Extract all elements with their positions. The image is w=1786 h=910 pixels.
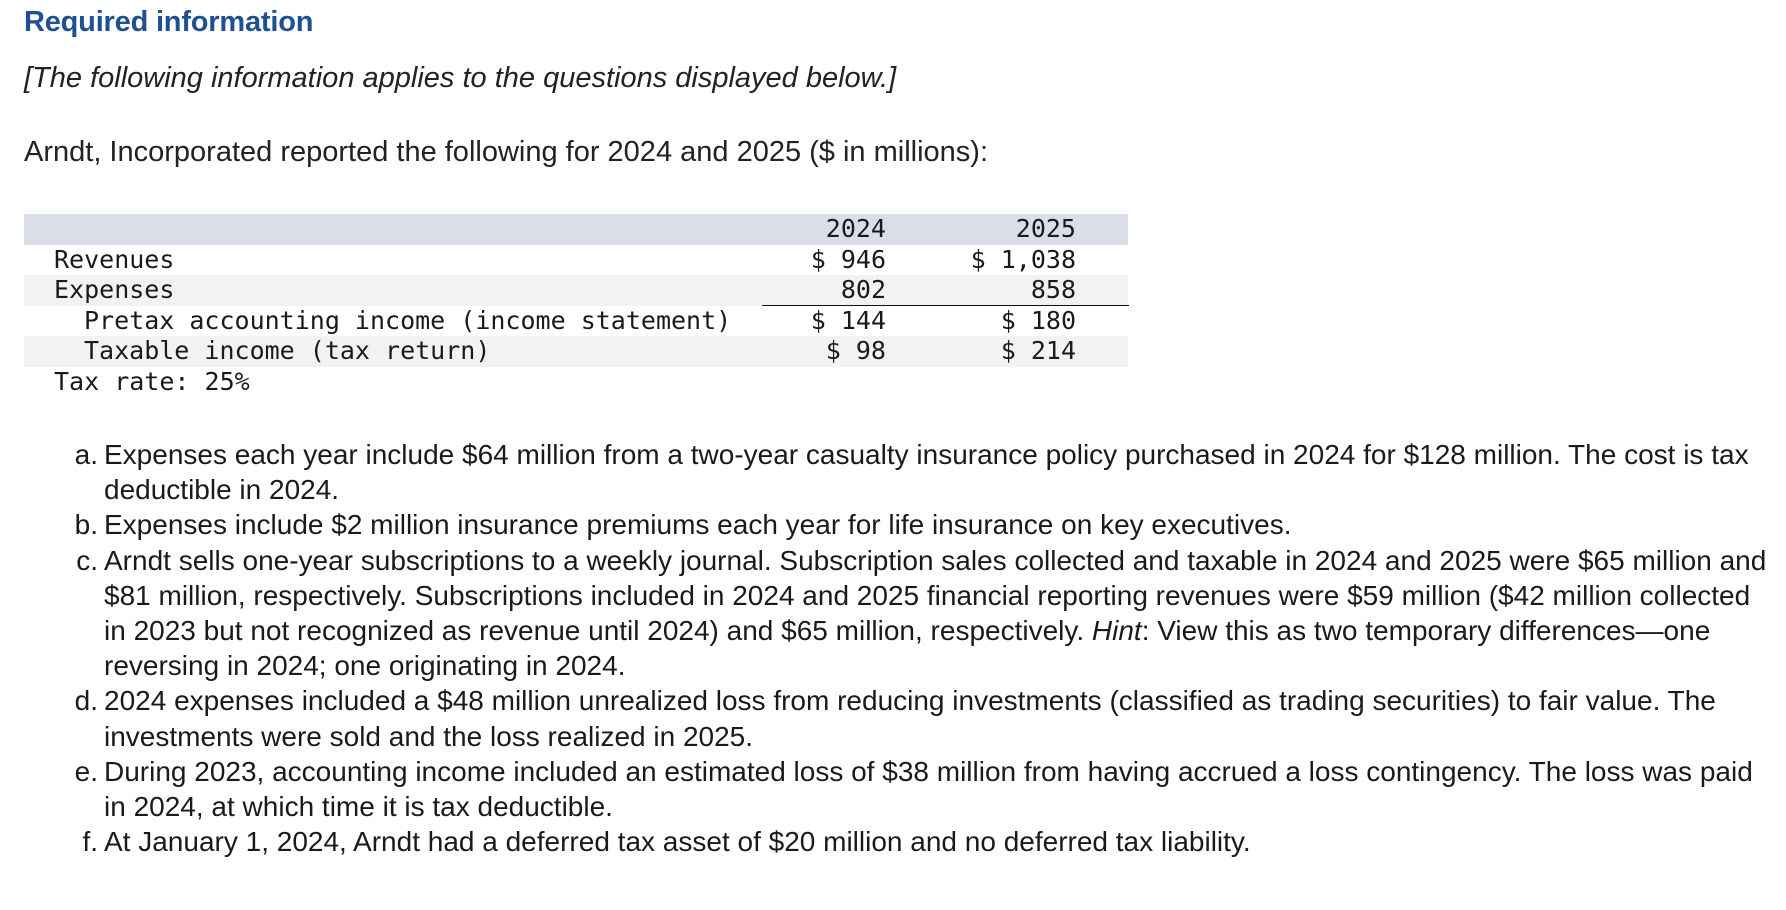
col-header-2024: 2024 (825, 214, 886, 243)
item-text: At January 1, 2024, Arndt had a deferred tax asset of $20 million and no deferred tax liability. (104, 826, 1251, 858)
cell-revenues-2025: $ 1,038 (970, 244, 1076, 274)
list-item (68, 437, 1768, 507)
intro-text: Arndt, Incorporated reported the following for 2024 and 2025 ($ in millions): (24, 136, 989, 168)
item-marker: c. (76, 544, 98, 576)
item-text: During 2023, accounting income included an estimated loss of $38 million from having accrued a loss contingency. The loss was paid in 2024, at which time it is tax deductible. (104, 755, 1753, 823)
table-row (24, 306, 1128, 337)
item-marker: f. (82, 826, 98, 858)
item-marker: a. (74, 439, 98, 470)
list-item (68, 824, 1768, 859)
list-item (68, 683, 1768, 753)
item-marker: d. (74, 685, 98, 717)
table-row (24, 245, 1128, 276)
item-text: 2024 expenses included a $48 million unrealized loss from reducing investments (classified as trading securities) to fair value. The investments were sold and the loss realized in 2025. (104, 685, 1716, 752)
cell-pretax-2025: $ 180 (1000, 305, 1076, 335)
row-label-revenues: Revenues (54, 244, 175, 274)
table-header-row (24, 214, 1128, 245)
col-header-2025: 2025 (1015, 214, 1076, 243)
section-heading: Required information (24, 6, 314, 38)
list-item (68, 543, 1768, 684)
table-row (24, 367, 1128, 398)
item-text: Expenses include $2 million insurance premiums each year for life insurance on key executives. (104, 509, 1292, 541)
table-row (24, 336, 1128, 367)
row-label-taxable-income: Taxable income (tax return) (84, 336, 491, 365)
list-item (68, 754, 1768, 824)
item-marker: e. (74, 755, 98, 787)
cell-expenses-2025: 858 (1030, 275, 1076, 304)
cell-taxable-2025: $ 214 (1000, 336, 1076, 365)
row-label-pretax-income: Pretax accounting income (income statement) (84, 305, 732, 335)
table-row (24, 275, 1128, 306)
cell-pretax-2024: $ 144 (810, 305, 886, 335)
cell-taxable-2024: $ 98 (825, 336, 886, 365)
item-marker: b. (74, 509, 98, 541)
info-note: [The following information applies to the questions displayed below.] (24, 62, 897, 94)
hint-text: : View this as two temporary differences—one reversing in 2024; one originating in 2024. (104, 615, 1711, 682)
item-text: Arndt sells one-year subscriptions to a weekly journal. Subscription sales collected and taxable in 2024 and 2025 were $65 million and $81 million, respectively. Subscriptions included in 2024 and 2025 financial reporting revenues were $59 million ($42 million collected in 2023 but not recognized as revenue until 2024) and $65 million, respectively. (104, 544, 1767, 647)
item-text: Expenses each year include $64 million from a two-year casualty insurance policy purchased in 2024 for $128 million. The cost is tax deductible in 2024. (104, 439, 1749, 506)
list-item (68, 507, 1768, 542)
row-label-expenses: Expenses (54, 275, 175, 304)
cell-revenues-2024: $ 946 (810, 244, 886, 274)
underline-2024 (762, 305, 900, 306)
assumptions-list (68, 437, 1768, 859)
item-text-with-hint (104, 543, 1768, 684)
cell-expenses-2024: 802 (840, 275, 886, 304)
tax-rate-label: Tax rate: 25% (54, 366, 250, 396)
underline-2025 (900, 305, 1129, 306)
hint-label: Hint (1091, 615, 1142, 647)
